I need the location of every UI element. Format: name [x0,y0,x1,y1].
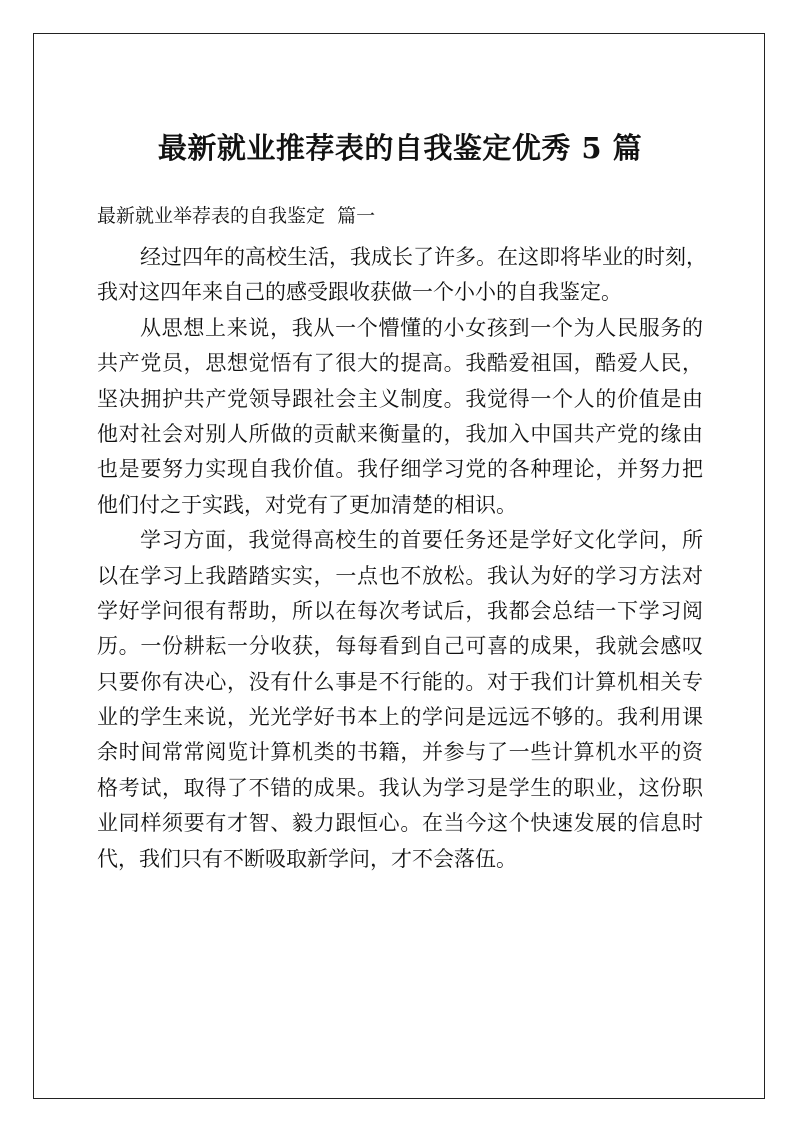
paragraph-3 [97,523,703,877]
document-title: 最新就业推荐表的自我鉴定优秀 5 篇 [157,131,643,165]
paragraph-line: 代，我们只有不断吸取新学问，才不会落伍。 [97,846,517,871]
paragraph-line: 学好学问很有帮助，所以在每次考试后，我都会总结一下学习阅 [97,598,703,623]
paragraph-line: 共产党员，思想觉悟有了很大的提高。我酷爱祖国，酷爱人民， [97,351,703,376]
paragraph-line: 以在学习上我踏踏实实，一点也不放松。我认为好的学习方法对 [97,563,703,588]
paragraph-line: 业的学生来说，光光学好书本上的学问是远远不够的。我利用课 [97,705,703,730]
paragraph-line: 从思想上来说，我从一个懵懂的小女孩到一个为人民服务的 [140,315,703,340]
paragraph-line: 他对社会对别人所做的贡献来衡量的，我加入中国共产党的缘由 [97,421,703,446]
document-body [97,240,707,877]
paragraph-line: 余时间常常阅览计算机类的书籍，并参与了一些计算机水平的资 [97,740,703,765]
paragraph-line: 他们付之于实践，对党有了更加清楚的相识。 [97,492,517,517]
paragraph-line: 我对这四年来自己的感受跟收获做一个小小的自我鉴定。 [97,280,622,305]
paragraph-line: 格考试，取得了不错的成果。我认为学习是学生的职业，这份职 [97,775,703,800]
section-heading: 最新就业举荐表的自我鉴定 篇一 [97,205,376,227]
paragraph-line: 也是要努力实现自我价值。我仔细学习党的各种理论，并努力把 [97,457,703,482]
paragraph-2 [97,311,703,523]
paragraph-line: 坚决拥护共产党领导跟社会主义制度。我觉得一个人的价值是由 [97,386,703,411]
paragraph-line: 只要你有决心，没有什么事是不行能的。对于我们计算机相关专 [97,669,703,694]
paragraph-1 [97,240,707,311]
paragraph-line: 历。一份耕耘一分收获，每每看到自己可喜的成果，我就会感叹 [97,634,703,659]
paragraph-line: 学习方面，我觉得高校生的首要任务还是学好文化学问，所 [140,528,703,553]
paragraph-line: 业同样须要有才智、毅力跟恒心。在当今这个快速发展的信息时 [97,811,703,836]
paragraph-line: 经过四年的高校生活，我成长了许多。在这即将毕业的时刻， [140,245,707,269]
